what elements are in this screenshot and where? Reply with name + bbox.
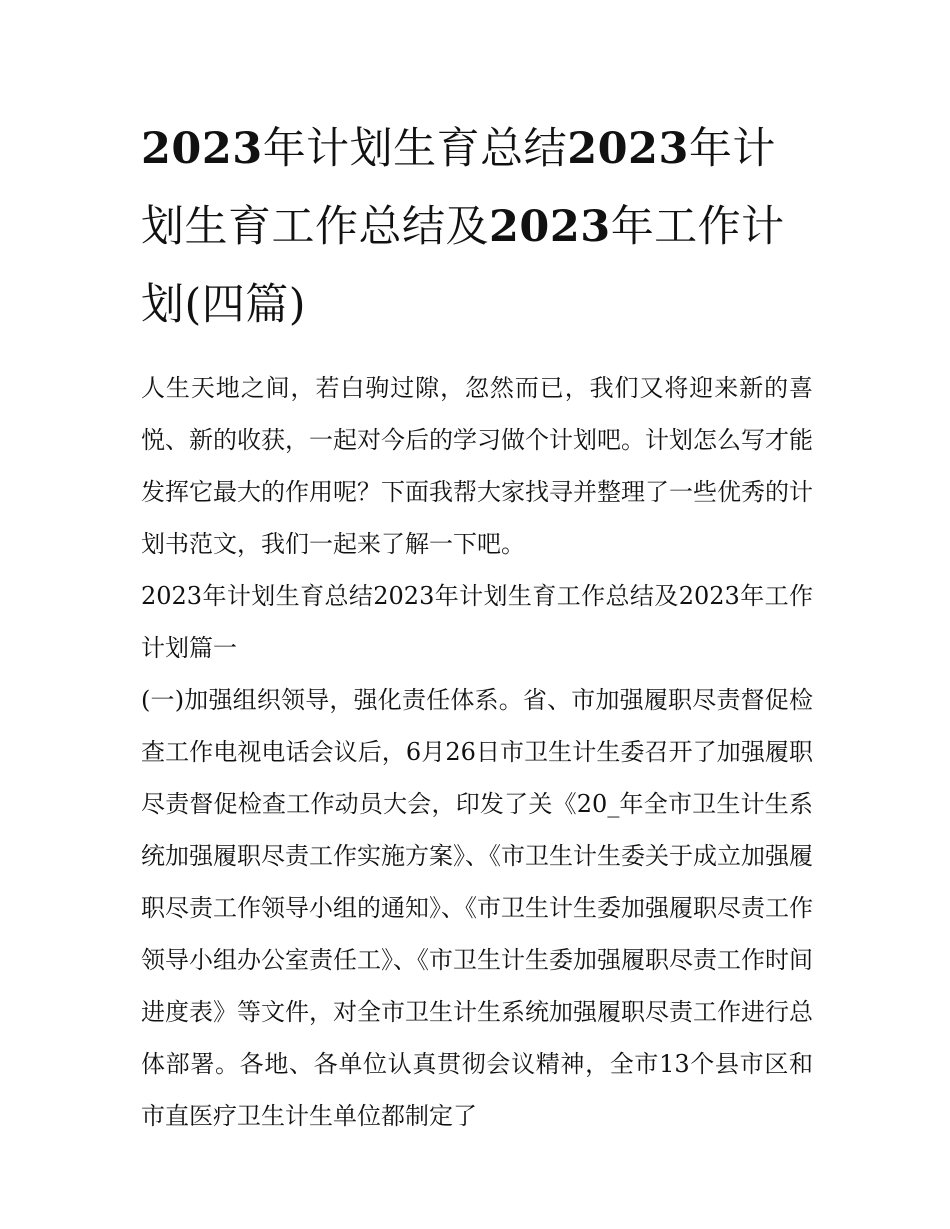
intro-paragraph: 人生天地之间，若白驹过隙，忽然而已，我们又将迎来新的喜悦、新的收获，一起对今后的学习做个计划吧。计划怎么写才能发挥它最大的作用呢？下面我帮大家找寻并整理了一些优秀的计划书范文，我们一起来了解一下吧。 (141, 374, 813, 558)
title-number: 2023 (567, 124, 689, 174)
title-number: 2023 (141, 124, 263, 174)
title-number: 2023 (489, 202, 611, 252)
section-heading: 2023年计划生育总结2023年计划生育工作总结及2023年工作计划篇一 (141, 582, 813, 662)
document-title: 2023年计划生育总结2023年计划生育工作总结及2023年工作计划(四篇) (141, 124, 785, 330)
body-paragraph: (一)加强组织领导，强化责任体系。省、市加强履职尽责督促检查工作电视电话会议后，6月26日市卫生计生委召开了加强履职尽责督促检查工作动员大会，印发了关《20_年全市卫生计生系统加强履职尽责工作实施方案》、《市卫生计生委关于成立加强履职尽责工作领导小组的通知》、《市卫生计生委加强履职尽责工作领导小组办公室责任工》、《市卫生计生委加强履职尽责工作时间进度表》等文件，对全市卫生计生系统加强履职尽责工作进行总体部署。各地、各单位认真贯彻会议精神，全市13个县市区和市直医疗卫生计生单位都制定了 (141, 686, 813, 1130)
document-page (141, 110, 813, 1142)
